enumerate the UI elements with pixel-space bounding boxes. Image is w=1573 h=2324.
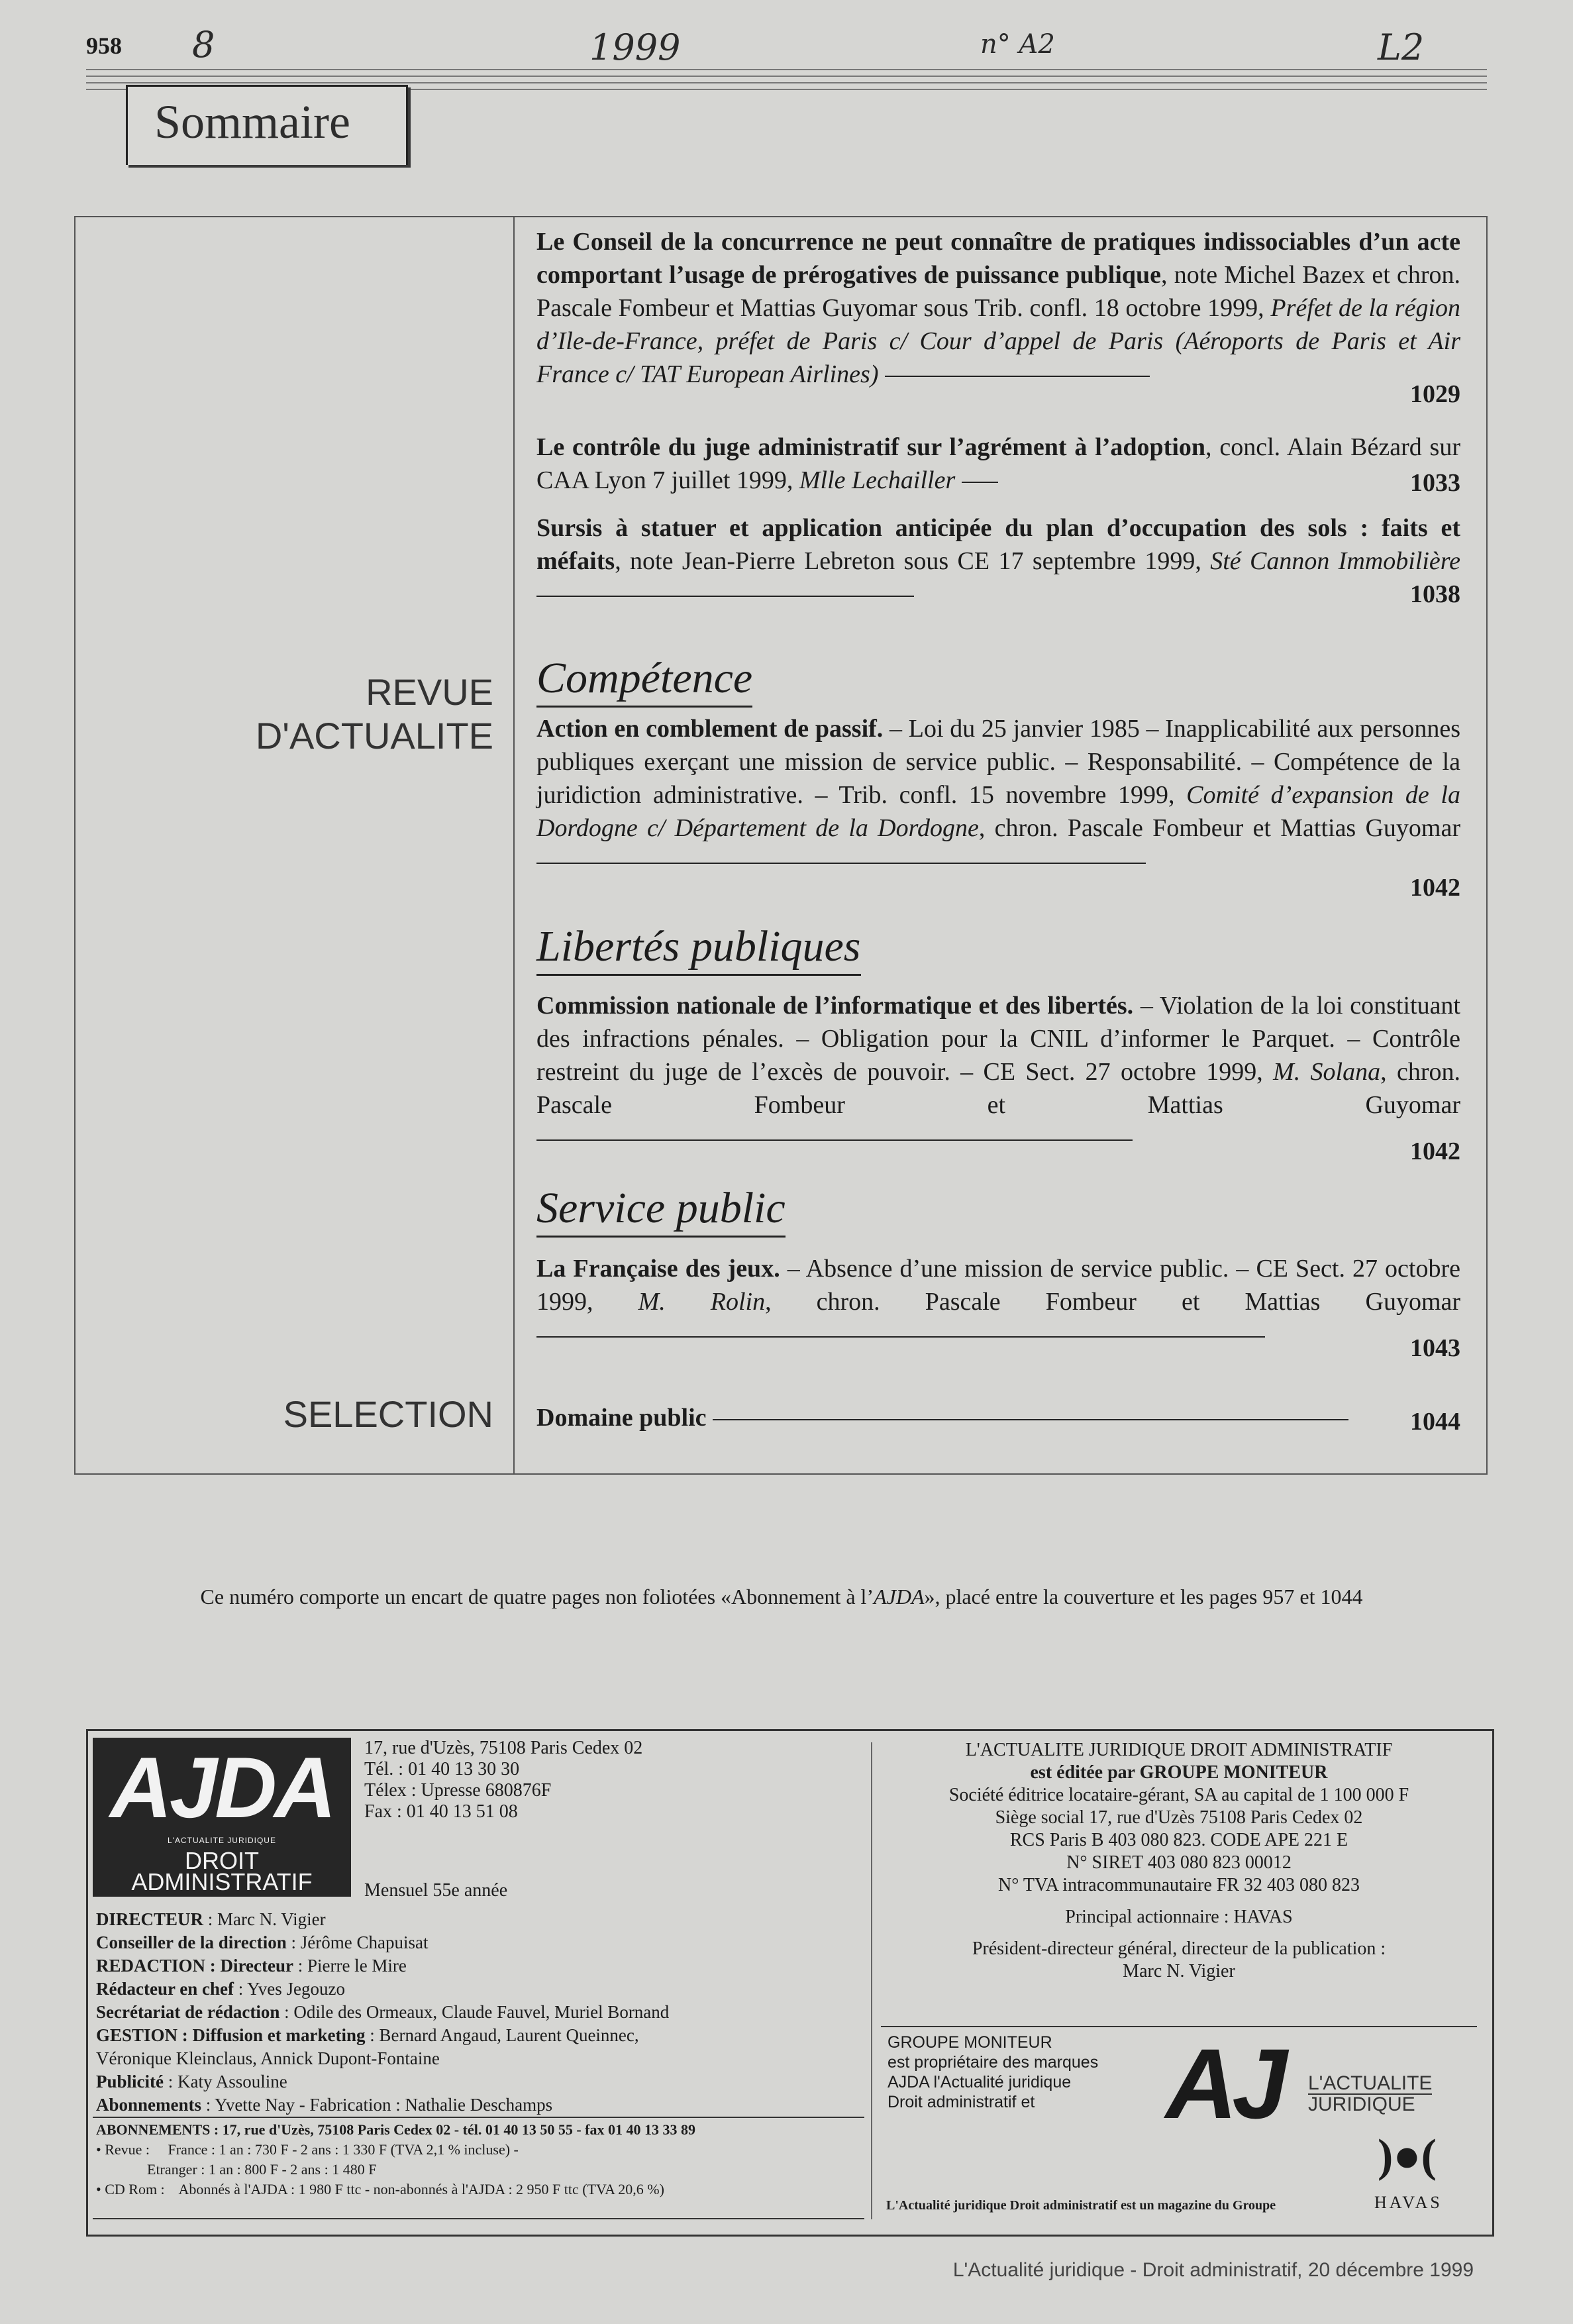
toc-divider <box>513 216 515 1473</box>
toc-entry: Action en comblement de passif. – Loi du 25 janvier 1985 – Inapplicabilité aux personnes publiques exerçant une mission de service public. – Responsabilité. – Compétence de la juridiction administrative. – Trib. confl. 15 novembre 1999, Comité d’expansion de la Dordogne c/ Département de la Dordogne, chron. Pascale Fombeur et Mattias Guyomar 1042 <box>536 712 1460 904</box>
rule <box>881 2026 1477 2027</box>
dot-leader <box>536 596 914 597</box>
page-ref: 1044 <box>1410 1408 1460 1436</box>
page-ref: 1042 <box>1410 1137 1460 1165</box>
staff-row: Rédacteur en chef : Yves Jegouzo <box>96 1979 345 1999</box>
page-ref: 1042 <box>1410 874 1460 902</box>
page-ref: 1029 <box>1410 380 1460 408</box>
section-tab <box>126 85 408 165</box>
aj-logo: AJ <box>1166 2028 1282 2139</box>
staff-row: DIRECTEUR : Marc N. Vigier <box>96 1909 326 1929</box>
staff-row: Véronique Kleinclaus, Annick Dupont-Fontaine <box>96 2048 440 2068</box>
header-rule <box>86 76 1487 77</box>
tab-title: Sommaire <box>154 95 350 148</box>
ajda-logo: AJDA L'ACTUALITE JURIDIQUE DROIT ADMINISTRATIF <box>93 1738 351 1897</box>
rule <box>93 2218 864 2219</box>
handwritten-note-2: 1999 <box>589 26 681 68</box>
staff-row: Abonnements : Yvette Nay - Fabrication : Nathalie Deschamps <box>96 2095 553 2115</box>
address-block: 17, rue d'Uzès, 75108 Paris Cedex 02 Tél. : 01 40 13 30 30 Télex : Upresse 680876F Fax : 01 40 13 51 08 <box>364 1738 643 1822</box>
page-ref: 1043 <box>1410 1334 1460 1362</box>
header-rule <box>86 82 1487 83</box>
section-title-libertes: Libertés publiques <box>536 921 861 976</box>
havas-label: HAVAS <box>1374 2193 1443 2212</box>
groupe-info: GROUPE MONITEUR est propriétaire des marques AJDA l'Actualité juridique Droit administratif et <box>888 2033 1099 2111</box>
dot-leader <box>713 1419 1348 1420</box>
handwritten-note-1: 8 <box>192 24 215 66</box>
staff-row: GESTION : Diffusion et marketing : Bernard Angaud, Laurent Queinnec, <box>96 2025 639 2045</box>
dot-leader <box>536 863 1146 864</box>
section-title-service-public: Service public <box>536 1183 786 1238</box>
frequency: Mensuel 55e année <box>364 1880 508 1901</box>
dot-leader <box>885 376 1150 377</box>
rule <box>93 2117 864 2118</box>
subscriptions: ABONNEMENTS : 17, rue d'Uzès, 75108 Paris Cedex 02 - tél. 01 40 13 50 55 - fax 01 40 13 33 89 • Revue : France : 1 an : 730 F - 2 ans : 1 330 F (TVA 2,1 % incluse) - Etranger : 1 an : 800 F - 2 ans : 1 480 F • CD Rom : Abonnés à l'AJDA : 1 980 F ttc - non-abonnés à l'AJDA : 2 950 F ttc (TVA 20,6 %) <box>96 2121 695 2197</box>
aj-logo-text: L'ACTUALITE JURIDIQUE <box>1308 2072 1433 2115</box>
staff-row: REDACTION : Directeur : Pierre le Mire <box>96 1956 407 1976</box>
dot-leader <box>962 482 998 483</box>
header-rule <box>86 69 1487 70</box>
sidebar-selection: SELECTION <box>283 1393 493 1435</box>
toc-entry: Le contrôle du juge administratif sur l’agrément à l’adoption, concl. Alain Bézard sur CAA Lyon 7 juillet 1999, Mlle Lechailler 1033 <box>536 431 1460 500</box>
publisher-info: L'ACTUALITE JURIDIQUE DROIT ADMINISTRATIF est éditée par GROUPE MONITEUR Société éditrice locataire-gérant, SA au capital de 1 100 000 F Siège social 17, rue d'Uzès 75108 Paris Cedex 02 RCS Paris B 403 080 823. CODE APE 221 E N° SIRET 403 080 823 00012 N° TVA intracommunautaire FR 32 403 080 823 Principal actionnaire : HAVAS Président-directeur général, directeur de la publication : Marc N. Vigier <box>948 1740 1409 1981</box>
dot-leader <box>536 1336 1265 1338</box>
page-ref: 1038 <box>1410 580 1460 608</box>
toc-entry: Commission nationale de l’informatique et des libertés. – Violation de la loi constituant des infractions pénales. – Obligation pour la CNIL d’informer le Parquet. – Contrôle restreint du juge de l’excès de pouvoir. – CE Sect. 27 octobre 1999, M. Solana, chron. Pascale Fombeur et Mattias Guyomar 1042 <box>536 989 1460 1168</box>
section-title-competence: Compétence <box>536 653 752 708</box>
toc-entry-selection: Domaine public 1044 <box>536 1401 1460 1438</box>
handwritten-note-3: n° A2 <box>980 29 1055 60</box>
groupe-footer: L'Actualité juridique Droit administratif est un magazine du Groupe <box>886 2198 1276 2213</box>
handwritten-note-4: L2 <box>1378 26 1425 68</box>
toc-entry: Le Conseil de la concurrence ne peut connaître de pratiques indissociables d’un acte comportant l’usage de prérogatives de puissance publique, note Michel Bazex et chron. Pascale Fombeur et Mattias Guyomar sous Trib. confl. 18 octobre 1999, Préfet de la région d’Ile-de-France, préfet de Paris c/ Cour d’appel de Paris (Aéroports de Paris et Air France c/ TAT European Airlines) 1029 <box>536 225 1460 411</box>
page-number: 958 <box>86 32 122 59</box>
page-ref: 1033 <box>1410 469 1460 497</box>
staff-list <box>96 1908 669 2117</box>
toc-entry: La Française des jeux. – Absence d’une mission de service public. – CE Sect. 27 octobre 1999, M. Rolin, chron. Pascale Fombeur et Mattias Guyomar 1043 <box>536 1252 1460 1365</box>
staff-row: Conseiller de la direction : Jérôme Chapuisat <box>96 1932 429 1952</box>
page-footer: L'Actualité juridique - Droit administratif, 20 décembre 1999 <box>952 2259 1474 2281</box>
toc-entry: Sursis à statuer et application anticipée du plan d’occupation des sols : faits et méfaits, note Jean-Pierre Lebreton sous CE 17 septembre 1999, Sté Cannon Immobilière 1038 <box>536 511 1460 611</box>
masthead-divider <box>871 1742 872 2219</box>
staff-row: Publicité : Katy Assouline <box>96 2072 287 2091</box>
havas-logo-icon: )●( <box>1378 2131 1437 2182</box>
insert-note: Ce numéro comporte un encart de quatre pages non foliotées «Abonnement à l’AJDA», placé entre la couverture et les pages 957 et 1044 <box>200 1585 1363 1609</box>
sidebar-revue: REVUE D'ACTUALITE <box>255 671 493 757</box>
staff-row: Secrétariat de rédaction : Odile des Ormeaux, Claude Fauvel, Muriel Bornand <box>96 2002 670 2022</box>
dot-leader <box>536 1139 1133 1141</box>
